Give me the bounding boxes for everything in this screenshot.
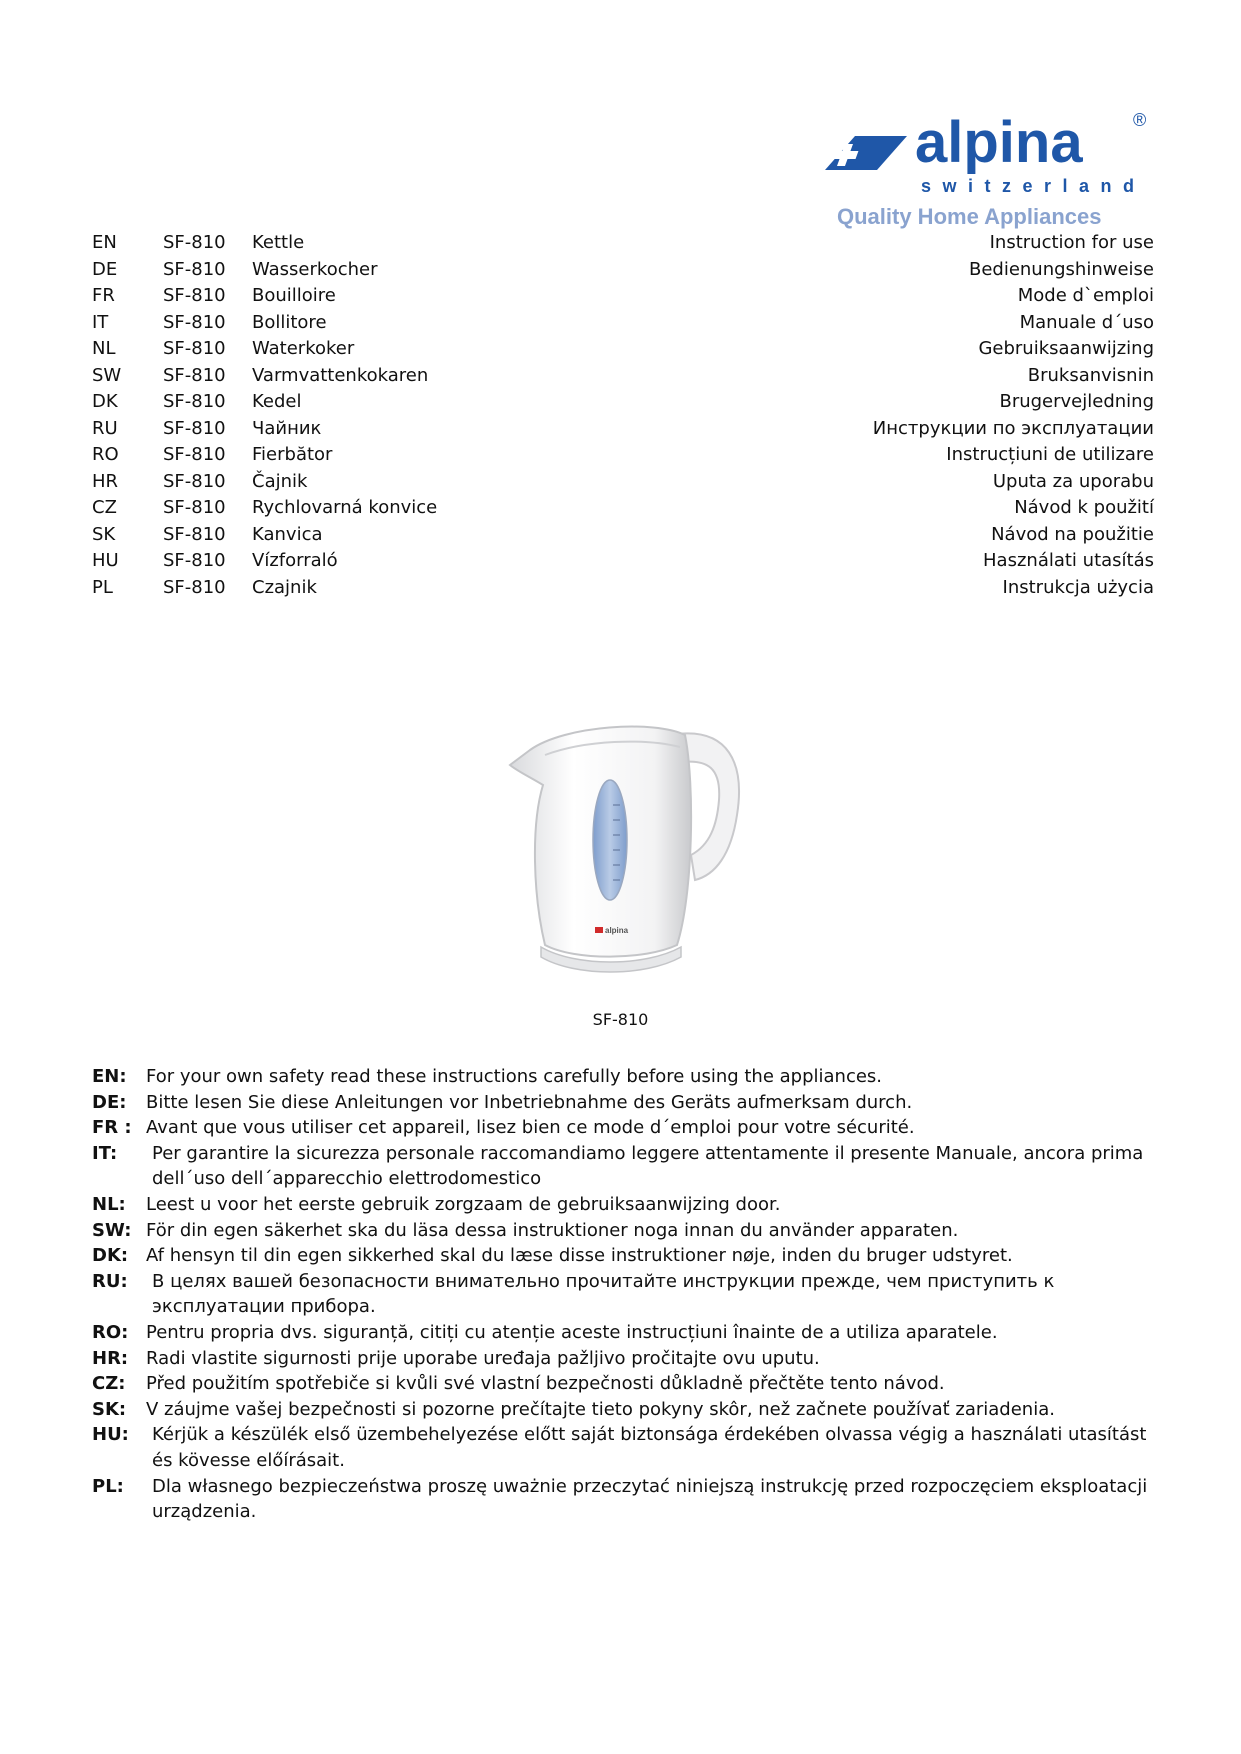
safety-note [92, 1192, 1172, 1218]
document-type: Instrucțiuni de utilizare [946, 444, 1154, 465]
note-language-label: FR : [92, 1117, 132, 1139]
note-text: Kérjük a készülék első üzembehelyezése előtt saját biztonsága érdekében olvassa végig a használati utasítást és kövesse előírásait. [152, 1424, 1147, 1471]
model-row [92, 389, 1154, 416]
note-text: Bitte lesen Sie diese Anleitungen vor Inbetriebnahme des Geräts aufmerksam durch. [146, 1091, 913, 1113]
model-row [92, 363, 1154, 390]
language-code: CZ [92, 497, 117, 518]
note-language-label: IT: [92, 1142, 118, 1164]
document-type: Návod na použitie [991, 523, 1154, 545]
language-code: EN [92, 232, 117, 253]
product-name: Vízforraló [252, 550, 338, 571]
note-language-label: SK: [92, 1398, 127, 1420]
note-language-label: RO: [92, 1321, 129, 1343]
document-type: Bedienungshinweise [968, 258, 1154, 280]
language-code: RO [92, 444, 119, 465]
safety-notes [92, 1064, 1172, 1525]
model-number: SF-810 [163, 470, 226, 492]
note-text: Per garantire la sicurezza personale raccomandiamo leggere attentamente il presente Manuale, ancora prima dell´uso dell´apparecchio elettrodomestico [152, 1142, 1144, 1190]
product-name: Kedel [252, 391, 302, 412]
language-code: IT [92, 311, 109, 333]
product-name: Rychlovarná konvice [252, 497, 438, 518]
product-name: Čajnik [252, 470, 308, 492]
document-type: Instrukcja użycia [1002, 576, 1154, 598]
model-table [92, 230, 1154, 601]
note-text: Af hensyn til din egen sikkerhed skal du læse disse instruktioner nøje, inden du bruger udstyret. [146, 1245, 1013, 1267]
model-number: SF-810 [163, 497, 226, 518]
product-caption: SF-810 [592, 1010, 649, 1029]
model-row [92, 575, 1154, 602]
safety-note [92, 1064, 1172, 1090]
product-name: Wasserkocher [252, 258, 378, 280]
brand-tagline: Quality Home Appliances [837, 204, 1102, 229]
model-row [92, 495, 1154, 522]
note-text: Pentru propria dvs. siguranță, citiți cu atenție aceste instrucțiuni înainte de a utiliza aparatele. [146, 1321, 998, 1343]
note-language-label: NL: [92, 1193, 126, 1215]
model-row [92, 442, 1154, 469]
product-name: Czajnik [252, 576, 317, 598]
product-name: Kanvica [252, 523, 323, 545]
product-name: Waterkoker [252, 338, 355, 359]
model-number: SF-810 [163, 444, 226, 465]
note-text: Avant que vous utiliser cet appareil, lisez bien ce mode d´emploi pour votre sécurité. [146, 1117, 915, 1139]
product-name: Fierbător [252, 444, 333, 465]
language-code: DK [92, 391, 118, 412]
note-language-label: DK: [92, 1245, 129, 1267]
model-number: SF-810 [163, 391, 226, 412]
model-row [92, 230, 1154, 257]
note-language-label: SW: [92, 1219, 132, 1241]
note-language-label: RU: [92, 1270, 128, 1292]
safety-note [92, 1320, 1172, 1346]
language-code: HR [92, 470, 119, 492]
swiss-cross-icon [825, 136, 907, 170]
note-text: В целях вашей безопасности внимательно прочитайте инструкции прежде, чем приступить к эксплуатации прибора. [152, 1270, 1055, 1318]
note-text: For your own safety read these instructions carefully before using the appliances. [146, 1066, 883, 1087]
svg-text:alpina: alpina [605, 926, 629, 935]
safety-note [92, 1422, 1172, 1473]
language-code: RU [92, 417, 118, 439]
document-type: Manuale d´uso [1019, 311, 1154, 333]
model-number: SF-810 [163, 258, 226, 280]
safety-note [92, 1346, 1172, 1372]
document-type: Instruction for use [989, 232, 1154, 253]
brand-subtitle: switzerland [921, 176, 1146, 196]
safety-note [92, 1397, 1172, 1423]
kettle-image [505, 705, 750, 980]
product-name: Kettle [252, 232, 305, 253]
model-row [92, 283, 1154, 310]
safety-note [92, 1474, 1172, 1525]
model-number: SF-810 [163, 523, 226, 545]
safety-note [92, 1371, 1172, 1397]
model-number: SF-810 [163, 338, 226, 359]
document-type: Mode d`emploi [1017, 285, 1154, 306]
document-type: Инструкции по эксплуатации [872, 417, 1154, 439]
product-name: Varmvattenkokaren [252, 364, 429, 386]
language-code: DE [92, 258, 118, 280]
model-row [92, 416, 1154, 443]
note-text: Radi vlastite sigurnosti prije uporabe uređaja pažljivo pročitajte ovu uputu. [146, 1347, 820, 1369]
note-language-label: HU: [92, 1424, 129, 1446]
model-row [92, 257, 1154, 284]
safety-note [92, 1269, 1172, 1320]
document-type: Használati utasítás [983, 550, 1154, 571]
product-name: Bouilloire [252, 285, 336, 306]
document-type: Brugervejledning [999, 391, 1154, 412]
note-language-label: EN: [92, 1066, 127, 1087]
model-row [92, 336, 1154, 363]
document-type: Návod k použití [1014, 497, 1154, 518]
language-code: PL [92, 576, 113, 598]
note-language-label: HR: [92, 1347, 129, 1369]
model-number: SF-810 [163, 285, 226, 306]
note-text: V záujme vašej bezpečnosti si pozorne prečítajte tieto pokyny skôr, než začnete používať zariadenia. [146, 1398, 1055, 1420]
safety-note [92, 1090, 1172, 1116]
safety-note [92, 1115, 1172, 1141]
note-text: För din egen säkerhet ska du läsa dessa instruktioner noga innan du använder apparaten. [146, 1219, 959, 1241]
note-text: Leest u voor het eerste gebruik zorgzaam de gebruiksaanwijzing door. [146, 1193, 781, 1215]
document-type: Gebruiksaanwijzing [978, 338, 1154, 359]
note-text: Před použitím spotřebiče si kvůli své vlastní bezpečnosti důkladně přečtěte tento návod. [146, 1373, 945, 1395]
document-type: Bruksanvisnin [1027, 364, 1154, 386]
model-row [92, 310, 1154, 337]
brand-name: alpina [915, 110, 1083, 175]
model-number: SF-810 [163, 576, 226, 598]
model-row [92, 522, 1154, 549]
brand-registered: ® [1133, 110, 1147, 130]
safety-note [92, 1218, 1172, 1244]
document-type: Uputa za uporabu [992, 470, 1154, 492]
language-code: HU [92, 550, 119, 571]
model-row [92, 469, 1154, 496]
product-name: Bollitore [252, 311, 327, 333]
model-number: SF-810 [163, 550, 226, 571]
model-row [92, 548, 1154, 575]
note-text: Dla własnego bezpieczeństwa proszę uważnie przeczytać niniejszą instrukcję przed rozpoczęciem eksploatacji urządzenia. [152, 1475, 1148, 1523]
language-code: SK [92, 523, 116, 545]
model-number: SF-810 [163, 417, 226, 439]
safety-note [92, 1243, 1172, 1269]
product-name: Чайник [252, 417, 322, 439]
language-code: SW [92, 364, 122, 386]
safety-note [92, 1141, 1172, 1192]
language-code: NL [92, 338, 116, 359]
model-number: SF-810 [163, 311, 226, 333]
model-number: SF-810 [163, 364, 226, 386]
model-number: SF-810 [163, 232, 226, 253]
note-language-label: PL: [92, 1475, 124, 1497]
note-language-label: DE: [92, 1091, 127, 1113]
note-language-label: CZ: [92, 1373, 126, 1395]
brand-logo [815, 100, 1155, 240]
language-code: FR [92, 285, 115, 306]
